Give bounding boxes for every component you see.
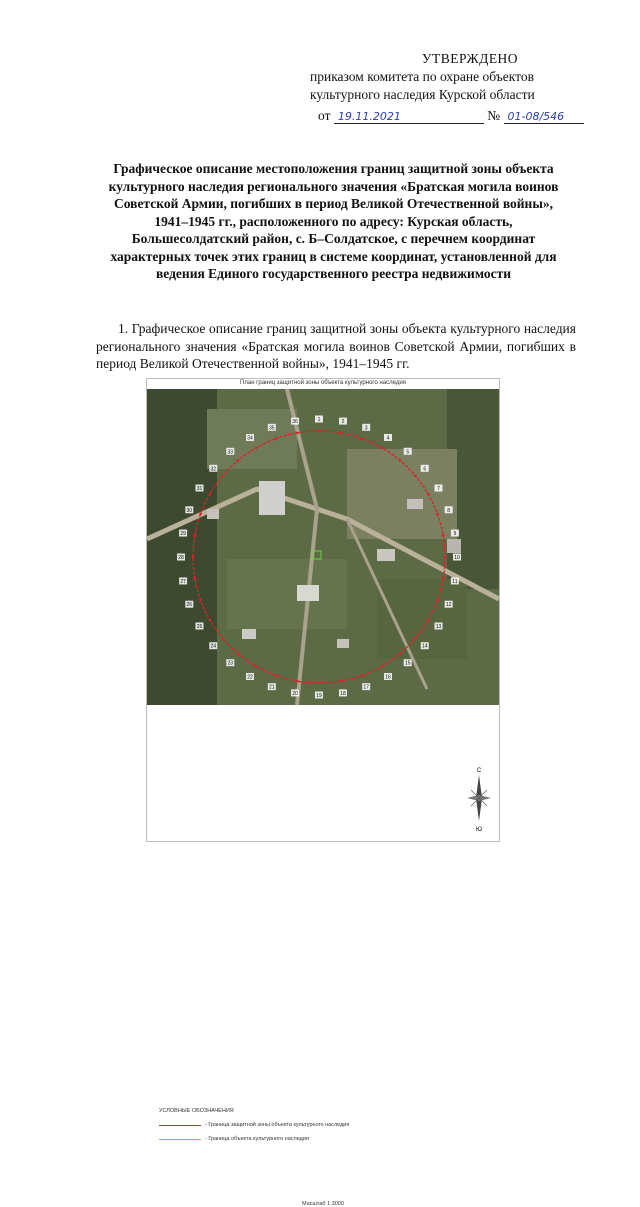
boundary-point-label: 8 xyxy=(447,507,451,514)
legend-protective-label: - Граница защитной зоны объекта культурного наследия xyxy=(205,1122,350,1128)
boundary-point-12 xyxy=(436,599,439,602)
boundary-point-18 xyxy=(340,680,343,683)
boundary-point-20 xyxy=(296,680,299,683)
boundary-point-22 xyxy=(255,665,258,668)
boundary-point-label: 12 xyxy=(445,602,452,609)
compass-rose-icon xyxy=(465,763,493,833)
boundary-point-label: 9 xyxy=(453,531,457,538)
date-field xyxy=(334,109,484,124)
boundary-point-label: 13 xyxy=(435,624,442,630)
section-1-paragraph: 1. Графическое описание границ защитной зоны объекта культурного наследия регионального значения «Братская могила воинов Советской Армии, погибших в период Великой Отечественной войны», 1941–1945 гг. xyxy=(96,321,576,371)
boundary-point-label: 5 xyxy=(406,449,410,456)
boundary-point-6 xyxy=(414,475,417,478)
boundary-point-31 xyxy=(209,493,212,496)
boundary-point-label: 1 xyxy=(317,417,321,423)
boundary-point-label: 21 xyxy=(269,684,275,691)
legend-protective-line xyxy=(159,1125,201,1126)
boundary-point-5 xyxy=(399,459,402,462)
boundary-point-label: 23 xyxy=(227,660,234,667)
boundary-point-label: 2 xyxy=(341,419,345,426)
boundary-point-1 xyxy=(318,430,321,433)
boundary-point-32 xyxy=(221,475,224,478)
boundary-point-label: 24 xyxy=(210,643,217,650)
approval-line-2: культурного наследия Курской области xyxy=(310,87,535,102)
compass-north: С xyxy=(476,768,482,774)
boundary-point-label: 30 xyxy=(186,507,193,514)
boundary-point-label: 29 xyxy=(180,531,186,538)
number-prefix: № xyxy=(487,108,501,123)
boundary-point-label: 35 xyxy=(269,425,275,432)
boundary-point-24 xyxy=(221,637,224,640)
approval-heading: УТВЕРЖДЕНО xyxy=(421,51,519,66)
boundary-point-7 xyxy=(427,493,430,496)
boundary-point-35 xyxy=(275,437,278,440)
map-title: План границ защитной зоны объекта культурного наследия xyxy=(240,380,406,386)
boundary-point-label: 11 xyxy=(452,578,458,585)
boundary-point-label: 18 xyxy=(340,690,346,697)
boundary-point-label: 10 xyxy=(454,555,460,561)
boundary-point-29 xyxy=(194,534,197,537)
boundary-point-label: 25 xyxy=(196,624,203,630)
date-prefix: от xyxy=(318,108,331,123)
boundary-point-25 xyxy=(209,619,212,622)
map-scale: Масштаб 1:3000 xyxy=(302,1201,344,1207)
legend-object-label: - Граница объекта культурного наследия xyxy=(205,1136,309,1142)
date-handwritten: 19.11.2021 xyxy=(337,110,401,123)
boundary-point-10 xyxy=(444,556,447,559)
boundary-point-13 xyxy=(427,619,430,622)
boundary-point-26 xyxy=(199,599,202,602)
boundary-point-label: 22 xyxy=(247,674,253,681)
boundary-point-19 xyxy=(318,682,321,685)
boundary-point-label: 34 xyxy=(247,435,253,442)
boundary-point-15 xyxy=(399,652,402,655)
map-figure xyxy=(146,378,500,1207)
boundary-point-23 xyxy=(237,652,240,655)
boundary-point-label: 33 xyxy=(227,449,234,456)
boundary-point-30 xyxy=(199,513,202,516)
boundary-point-label: 28 xyxy=(178,555,184,561)
boundary-point-14 xyxy=(414,637,417,640)
boundary-point-3 xyxy=(361,437,364,440)
number-handwritten: 01-08/546 xyxy=(507,110,565,123)
approval-line-1: приказом комитета по охране объектов xyxy=(310,69,534,84)
boundary-point-label: 16 xyxy=(385,674,391,681)
boundary-point-label: 14 xyxy=(421,643,428,650)
boundary-point-28 xyxy=(192,556,195,559)
boundary-point-11 xyxy=(442,578,445,581)
boundary-point-label: 7 xyxy=(437,486,440,492)
boundary-point-34 xyxy=(255,447,258,450)
boundary-point-label: 17 xyxy=(363,684,369,691)
boundary-point-9 xyxy=(442,534,445,537)
boundary-point-4 xyxy=(381,447,384,450)
legend-object-row xyxy=(159,1135,309,1143)
boundary-point-21 xyxy=(275,674,278,677)
boundary-point-label: 27 xyxy=(180,578,186,585)
legend-title: УСЛОВНЫЕ ОБОЗНАЧЕНИЯ xyxy=(159,1108,234,1114)
boundary-point-label: 26 xyxy=(186,602,193,609)
legend-object-line xyxy=(159,1139,201,1140)
boundary-point-label: 36 xyxy=(292,419,298,426)
boundary-point-label: 31 xyxy=(196,486,203,492)
boundary-point-8 xyxy=(436,513,439,516)
approval-block xyxy=(310,50,610,104)
boundary-point-label: 19 xyxy=(316,693,322,699)
boundary-point-36 xyxy=(296,432,299,435)
boundary-point-label: 6 xyxy=(423,466,427,473)
legend-protective-row xyxy=(159,1121,349,1129)
boundary-point-label: 20 xyxy=(292,690,298,697)
compass-south: Ю xyxy=(475,827,483,833)
document-title: Графическое описание местоположения границ защитной зоны объекта культурного наследия регионального значения «Братская могила воинов Советской Армии, погибших в период Великой Отечественной войны», 1941–1945 гг., расположенного по адресу: Курская область, Большесолдатский район, с. Б–Солдатское, с перечнем координат характерных точек этих границ в системе координат, установленной для ведения Единого государственного реестра недвижимости xyxy=(108,161,559,281)
boundary-point-label: 15 xyxy=(404,660,411,667)
boundary-point-27 xyxy=(194,578,197,581)
boundary-point-label: 4 xyxy=(386,435,390,442)
boundary-point-33 xyxy=(237,459,240,462)
number-field xyxy=(504,109,584,124)
boundary-point-16 xyxy=(381,665,384,668)
boundary-point-label: 32 xyxy=(210,466,217,473)
approval-date-number xyxy=(318,108,618,124)
boundary-point-label: 3 xyxy=(364,425,368,432)
satellite-image xyxy=(147,389,499,705)
boundary-point-17 xyxy=(361,674,364,677)
boundary-point-2 xyxy=(340,432,343,435)
